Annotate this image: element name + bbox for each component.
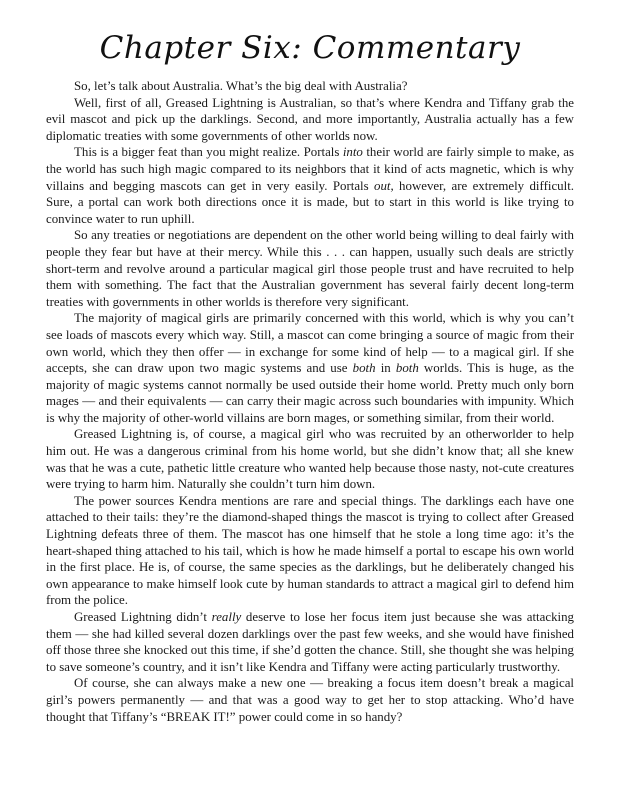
emphasized-text: really [211, 610, 242, 624]
paragraph-text: deserve to lose her focus item just because she was attacking them — she had killed several dozen darklings over the past few weeks, and she would have finished off those three she knocked out this time, if she’d gotten the chance. Still, she thought she was helping to save someone’s country, and it isn’t like Kendra and Tiffany were acting particularly trustworthy. [46, 610, 574, 674]
paragraph-text: So any treaties or negotiations are dependent on the other world being willing to deal fairly with people they fear but have at their mercy. While this . . . can happen, usually such deals are strictly short-term and revolve around a particular magical girl those people trust and have recruited to help them with something. The fact that the Australian government has several fairly decent long-term treaties with governments in other worlds is therefore very significant. [46, 228, 574, 309]
paragraph-text: Greased Lightning didn’t [74, 610, 212, 624]
paragraph-text: in [375, 361, 396, 376]
emphasized-text: into [342, 145, 363, 160]
paragraph-text: Well, first of all, Greased Lightning is Australian, so that’s where Kendra and Tiffany grab the evil mascot and pick up the darklings. Second, and more importantly, Australia actually has a few diplomatic treaties with some governments of other worlds now. [46, 95, 574, 143]
paragraph-text: worlds. This is huge, as the majority of magic systems cannot normally be used outside their home world. Pretty much only born mages — and their equivalents — can carry their magic across such boundaries with impunity. Which is why the majority of other-world villains are born mages, or something similar, from their world. [46, 361, 574, 425]
chapter-title: Chapter Six: Commentary [99, 30, 521, 66]
paragraph-8 [46, 609, 574, 675]
paragraph-text: This is a bigger feat than you might realize. Portals [74, 145, 343, 160]
paragraph-text: their world are fairly simple to make, as the world has such high magic compared to its neighbors that it kind of acts magnetic, which is why villains and begging mascots can get in very easily. Portals [46, 145, 574, 193]
paragraph-1 [46, 78, 574, 95]
paragraph-2 [46, 95, 574, 145]
paragraph-9 [46, 675, 574, 725]
emphasized-text: out, [374, 178, 394, 193]
paragraph-text: Greased Lightning is, of course, a magical girl who was recruited by an otherworlder to help him out. He was a dangerous criminal from his home world, but she didn’t know that; all she knew was that he was a cute, pathetic little creature who wanted help because those nasty, not-cute creatures were trying to harm him. Naturally she couldn’t turn him down. [46, 427, 574, 492]
paragraph-text: The power sources Kendra mentions are rare and special things. The darklings each have one attached to their tails: they’re the diamond-shaped things the mascot is trying to collect after Greased Lightning defeats three of them. The mascot has one himself that he stole a long time ago: it’s the heart-shaped thing attached to his tail, which is how he made himself a portal to escape his own world in the first place. He is, of course, the same species as the darklings, but he deliberately changed his own appearance to make himself look cute by human standards to attract a magical girl to defend him from the police. [46, 493, 574, 608]
paragraph-3 [46, 144, 574, 227]
paragraph-5 [46, 310, 574, 426]
emphasized-text: both [395, 361, 419, 376]
paragraph-text: Of course, she can always make a new one — breaking a focus item doesn’t break a magical girl’s powers permanently — and that was a good way to get her to stop attacking. Who’d have thought that Tiffany’s “BREAK IT!” power could come in so handy? [46, 676, 574, 724]
paragraph-6 [46, 426, 574, 492]
paragraph-text: So, let’s talk about Australia. What’s the big deal with Australia? [74, 79, 408, 93]
commentary-body [46, 78, 574, 725]
paragraph-text: The majority of magical girls are primarily concerned with this world, which is why you can’t see loads of mascots every which way. Still, a mascot can come bringing a source of magic from their own world, which they then offer — in exchange for some kind of help — to a magical girl. If she accepts, she can draw upon two magic systems and use [46, 311, 574, 376]
paragraph-4 [46, 227, 574, 310]
paragraph-text: however, are extremely difficult. Sure, a portal can work both directions once it is made, but to start in this world is like trying to convince water to run uphill. [46, 178, 574, 226]
emphasized-text: both [352, 361, 376, 376]
paragraph-7 [46, 493, 574, 609]
